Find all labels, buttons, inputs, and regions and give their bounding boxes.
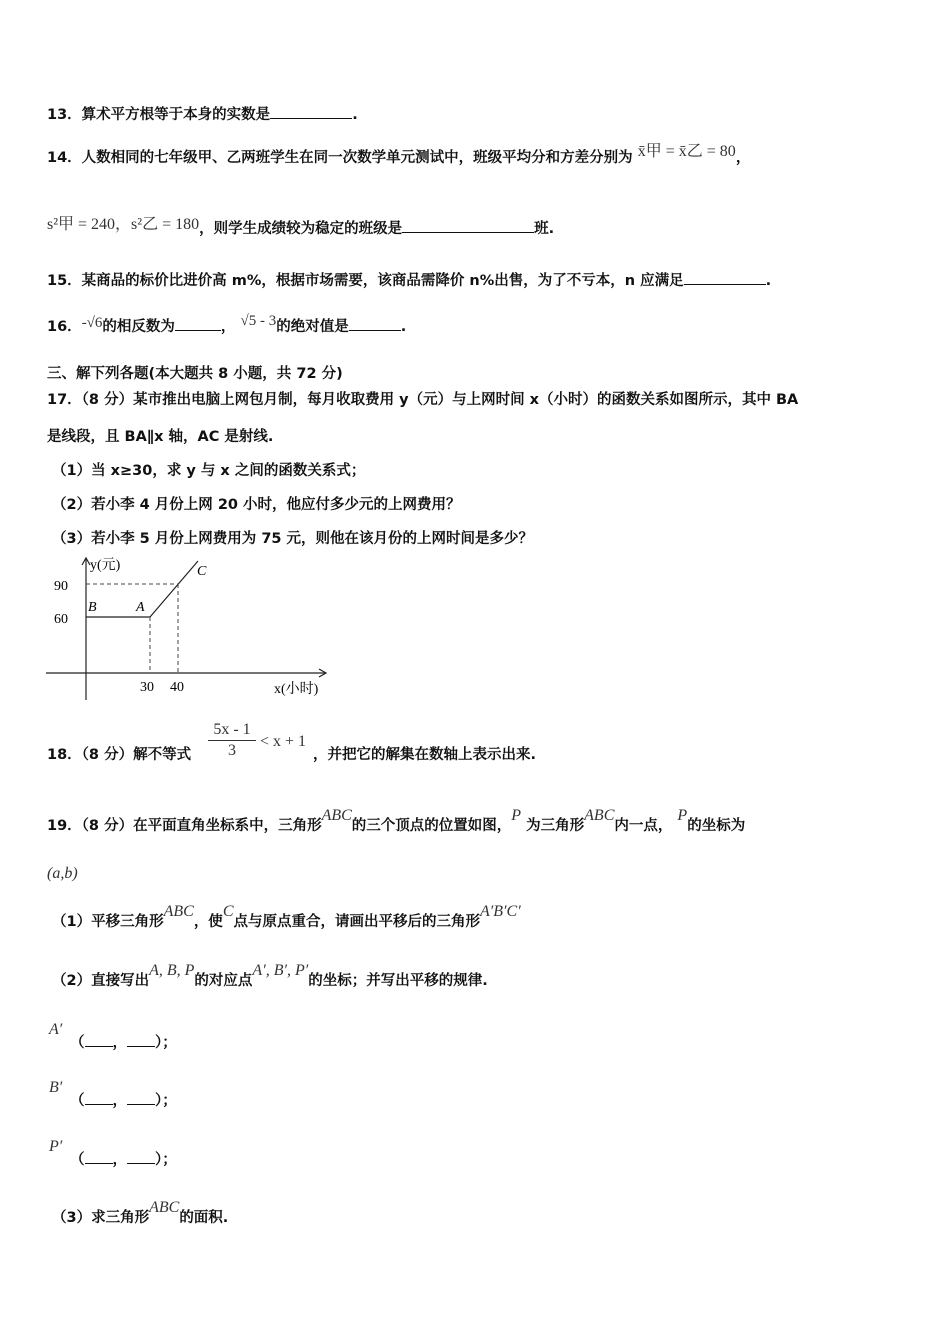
answer-blank[interactable]: [349, 316, 401, 331]
question-18: 18．（8 分）解不等式: [47, 747, 192, 763]
tick-90: 90: [54, 579, 68, 594]
answer-blank[interactable]: [85, 1090, 113, 1105]
question-16: 16．-√6的相反数为 ， √5 - 3的绝对值是 .: [47, 313, 407, 335]
sqrt6-expression: -√6: [81, 315, 103, 331]
a-prime-answer: （ ， ）；: [70, 1032, 177, 1053]
answer-blank[interactable]: [127, 1090, 155, 1105]
answer-blank[interactable]: [85, 1032, 113, 1047]
tick-30: 30: [140, 680, 154, 695]
point-c-label: C: [197, 564, 207, 579]
point-p-coordinates: (a,b): [47, 865, 78, 882]
question-18-suffix: ，并把它的解集在数轴上表示出来.: [313, 747, 537, 763]
ray-ac: [150, 561, 198, 617]
question-14-line2: s²甲 = 240，s²乙 = 180，则学生成绩较为稳定的班级是 班.: [47, 216, 555, 237]
section-heading: 三、解下列各题(本大题共 8 小题，共 72 分): [47, 366, 343, 382]
answer-blank[interactable]: [402, 218, 534, 233]
p-prime-answer: （ ， ）；: [70, 1149, 177, 1170]
sqrt5-expression: √5 - 3: [240, 313, 277, 329]
x-axis-label: x(小时): [274, 682, 319, 697]
y-axis-label: y(元): [90, 558, 121, 573]
question-17-sub3: （3）若小李 5 月份上网费用为 75 元，则他在该月份的上网时间是多少？: [52, 531, 534, 547]
question-14: 14．人数相同的七年级甲、乙两班学生在同一次数学单元测试中，班级平均分和方差分别为 x̄甲 = x̄乙 = 80，: [47, 143, 751, 166]
fraction-denominator: 3: [228, 742, 236, 759]
mean-formula: x̄甲 = x̄乙 = 80: [637, 143, 736, 160]
question-19: 19．（8 分）在平面直角坐标系中，三角形ABC的三个顶点的位置如图，P 为三角形ABC内一点， P的坐标为: [47, 807, 746, 834]
question-19-sub1: （1）平移三角形ABC，使C点与原点重合，请画出平移后的三角形A′B′C′: [52, 903, 521, 930]
answer-blank[interactable]: [85, 1149, 113, 1164]
fraction: [208, 720, 256, 761]
function-graph: [40, 555, 340, 705]
p-prime-label: P′: [49, 1138, 63, 1155]
a-prime-label: A′: [49, 1021, 63, 1038]
question-13: 13．算术平方根等于本身的实数是 .: [47, 104, 358, 125]
question-17-sub2: （2）若小李 4 月份上网 20 小时，他应付多少元的上网费用？: [52, 497, 461, 513]
answer-blank[interactable]: [127, 1032, 155, 1047]
answer-blank[interactable]: [127, 1149, 155, 1164]
point-a-label: A: [136, 600, 145, 615]
variance-formula: s²甲 = 240，s²乙 = 180: [47, 216, 200, 233]
answer-blank[interactable]: [175, 316, 221, 331]
b-prime-answer: （ ， ）；: [70, 1090, 177, 1111]
question-19-sub2: （2）直接写出A, B, P的对应点A′, B′, P′的坐标；并写出平移的规律.: [52, 962, 488, 989]
answer-blank[interactable]: [684, 270, 766, 285]
fraction-numerator: 5x - 1: [208, 720, 256, 741]
question-19-sub3: （3）求三角形ABC的面积.: [52, 1199, 229, 1226]
question-17-line2: 是线段，且 BA∥x 轴，AC 是射线.: [47, 429, 274, 445]
b-prime-label: B′: [49, 1079, 63, 1096]
question-17-sub1: （1）当 x≥30，求 y 与 x 之间的函数关系式；: [52, 463, 366, 479]
tick-40: 40: [170, 680, 184, 695]
question-17: 17．（8 分）某市推出电脑上网包月制，每月收取费用 y（元）与上网时间 x（小时）的函数关系如图所示，其中 BA: [47, 392, 799, 408]
question-15: 15．某商品的标价比进价高 m%，根据市场需要，该商品需降价 n%出售，为了不亏本，n 应满足 .: [47, 270, 771, 291]
tick-60: 60: [54, 612, 68, 627]
point-b-label: B: [88, 600, 97, 615]
inequality-rhs: < x + 1: [260, 733, 307, 750]
answer-blank[interactable]: [270, 104, 352, 119]
